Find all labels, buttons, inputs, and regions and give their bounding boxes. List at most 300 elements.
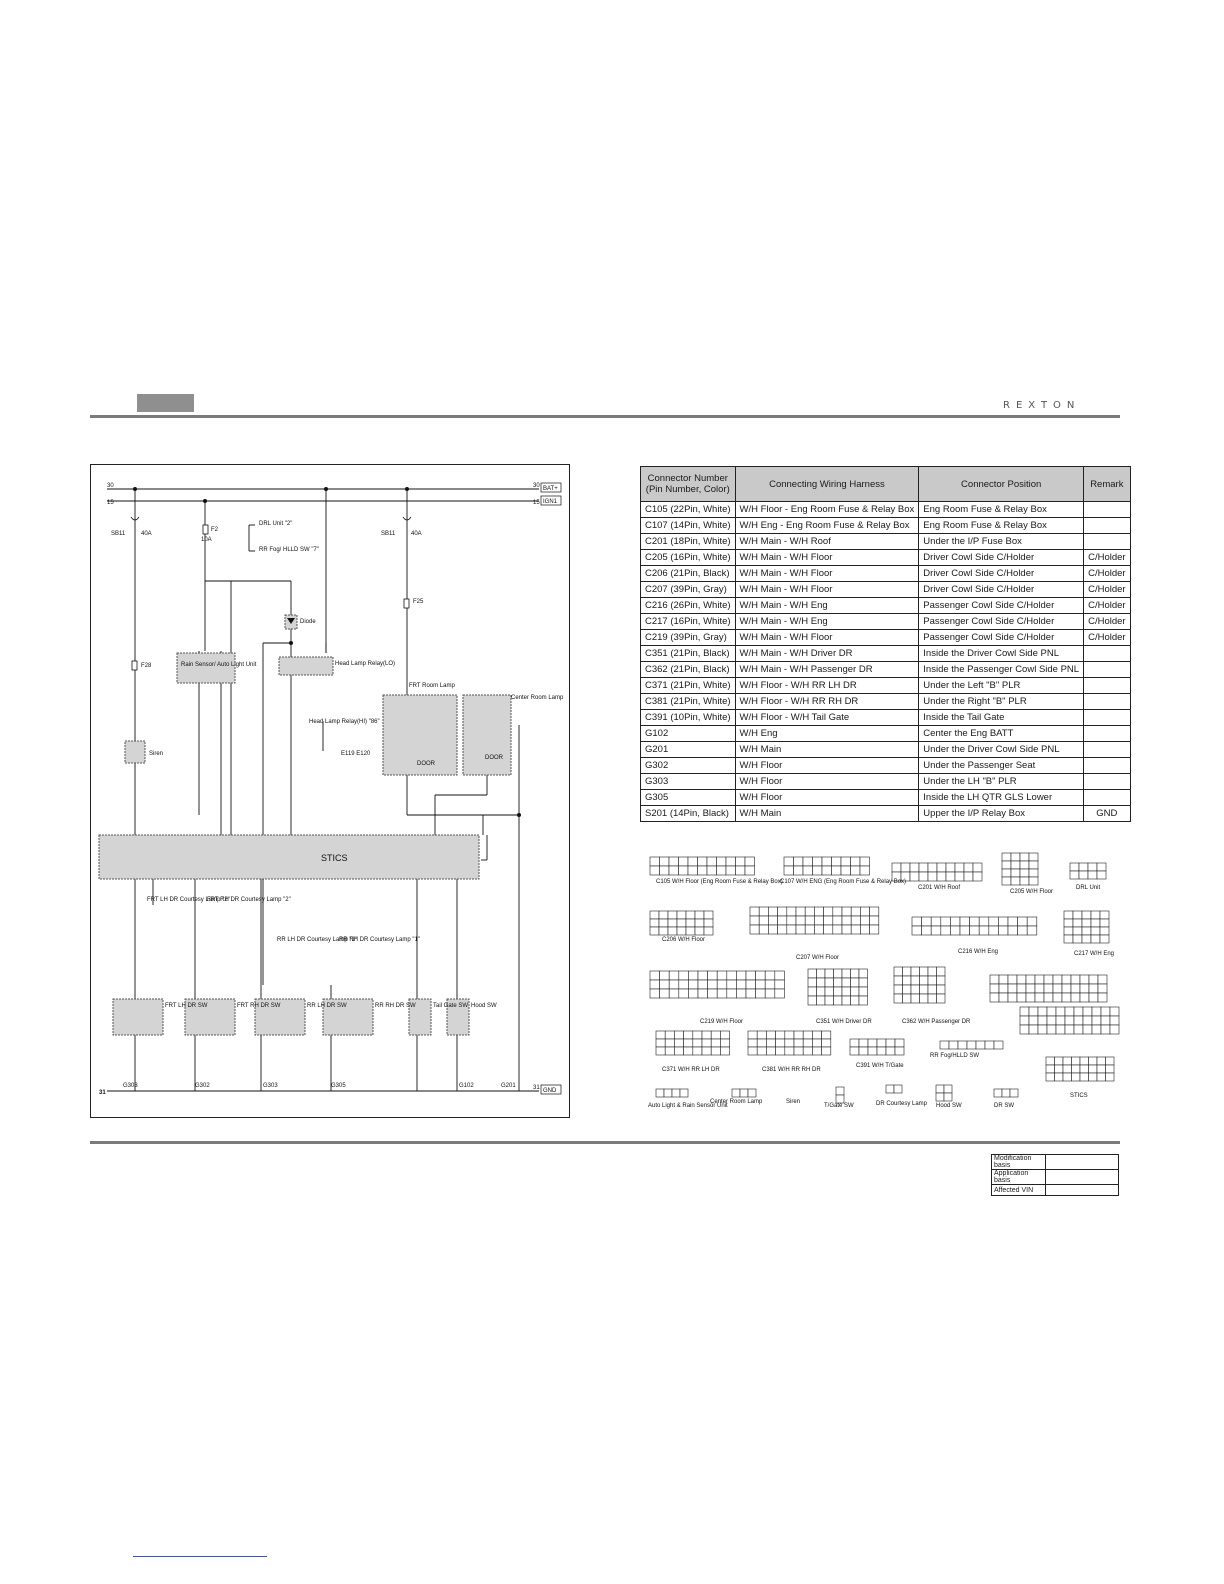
connector-pin <box>695 927 704 935</box>
connector-pin <box>824 907 833 916</box>
head-lamp-relay-lo <box>279 657 333 675</box>
connector-pin <box>796 925 805 934</box>
cv-c206: C206 W/H Floor <box>662 937 706 943</box>
connector-pin <box>785 1039 794 1047</box>
connector-pin <box>841 857 851 866</box>
connector-pin <box>1062 975 1071 984</box>
connector-pin <box>859 969 868 978</box>
connector-pin <box>1046 1073 1055 1081</box>
table-cell: W/H Main - W/H Eng <box>735 614 919 630</box>
connector-pin <box>1064 911 1073 919</box>
connector-pin <box>1056 1025 1065 1034</box>
connector-pin <box>778 916 787 925</box>
connector-pin <box>688 866 698 875</box>
connector-pin <box>1044 975 1053 984</box>
connector-pin <box>813 866 823 875</box>
connector-pin <box>1101 1016 1110 1025</box>
connector-pin <box>750 907 759 916</box>
connector-pin <box>1110 1007 1119 1016</box>
connector-pin <box>1091 927 1100 935</box>
connector-pin <box>850 1039 859 1047</box>
ign-label: IGN1 <box>543 499 558 505</box>
connector-pin <box>832 866 842 875</box>
cv-c207: C207 W/H Floor <box>796 955 840 961</box>
connector-pin <box>817 978 826 987</box>
connector-table-body <box>641 502 1131 822</box>
rain-sensor-unit <box>177 653 235 683</box>
connector-pin <box>693 1031 702 1039</box>
fuse-40a-left: 40A <box>141 531 152 537</box>
door-label-1: DOOR <box>417 761 435 767</box>
table-cell: W/H Eng <box>735 726 919 742</box>
affected-vin: Affected VIN <box>992 1185 1046 1196</box>
connector-pin <box>1073 911 1082 919</box>
connector-pin <box>1079 863 1088 871</box>
rr-rh-courtesy-label: RR RH DR Courtesy Lamp "1" <box>339 937 420 943</box>
table-cell <box>1084 502 1131 518</box>
connector-pin <box>1002 877 1011 885</box>
connector-pin <box>1064 935 1073 943</box>
connector-pin <box>1064 919 1073 927</box>
connector-pin <box>1110 1016 1119 1025</box>
connector-views <box>640 845 1120 1120</box>
connector-pin <box>656 1031 665 1039</box>
connector-pin <box>851 987 860 996</box>
connector-pin <box>704 927 713 935</box>
connector-pin <box>796 907 805 916</box>
connector-pin <box>1008 993 1017 1002</box>
drl-label: DRL Unit "2" <box>259 521 293 527</box>
table-cell: W/H Floor <box>735 774 919 790</box>
table-cell: C351 (21Pin, Black) <box>641 646 736 662</box>
connector-pin <box>766 1039 775 1047</box>
table-row <box>641 662 1131 678</box>
connector-pin <box>911 967 920 976</box>
connector-pin <box>1073 919 1082 927</box>
connector-pin <box>1047 1007 1056 1016</box>
connector-pin <box>766 1031 775 1039</box>
connector-pin <box>851 907 860 916</box>
connector-pin <box>833 925 842 934</box>
connector-pin <box>669 857 679 866</box>
connector-pin <box>1035 984 1044 993</box>
connector-pin <box>1020 1016 1029 1025</box>
connector-pin <box>704 919 713 927</box>
connector-pin <box>759 907 768 916</box>
connector-pin <box>903 994 912 1003</box>
connector-pin <box>776 1047 785 1055</box>
connector-pin <box>1055 1057 1064 1065</box>
connector-pin <box>970 917 980 926</box>
app-basis: Application basis <box>992 1170 1046 1185</box>
connector-pin <box>679 971 689 980</box>
connector-pin <box>1098 975 1107 984</box>
connector-pin <box>895 1047 904 1055</box>
cv-drl: DRL Unit <box>1076 885 1101 891</box>
bus-31-right: 31 <box>533 1085 540 1091</box>
table-row <box>641 630 1131 646</box>
connector-pin <box>822 857 832 866</box>
table-cell <box>1084 646 1131 662</box>
connector-pin <box>1063 1065 1072 1073</box>
connector-pin <box>656 1089 664 1097</box>
connector-pin <box>684 1031 693 1039</box>
header-rule <box>90 415 1120 418</box>
table-cell <box>1084 790 1131 806</box>
connector-pin <box>659 927 668 935</box>
connector-pin <box>1008 984 1017 993</box>
connector-pin <box>1065 1016 1074 1025</box>
connector-pin <box>717 971 727 980</box>
connector-pin <box>960 917 970 926</box>
cv-stics: STICS <box>1070 1093 1088 1099</box>
table-cell: W/H Main - W/H Floor <box>735 550 919 566</box>
table-cell: Inside the Tail Gate <box>919 710 1084 726</box>
connector-pin <box>1020 1007 1029 1016</box>
table-cell <box>1084 662 1131 678</box>
table-row <box>641 582 1131 598</box>
table-row <box>641 614 1131 630</box>
cv-c201: C201 W/H Roof <box>918 885 961 891</box>
connector-pin <box>1080 1065 1089 1073</box>
connector-pin <box>757 1039 766 1047</box>
connector-pin <box>660 866 670 875</box>
table-cell: Eng Room Fuse & Relay Box <box>919 502 1084 518</box>
connector-pin <box>833 907 842 916</box>
cv-c205: C205 W/H Floor <box>1010 889 1054 895</box>
connector-pin <box>668 927 677 935</box>
connector-pin <box>1080 993 1089 1002</box>
connector-pin <box>679 866 689 875</box>
table-cell <box>1084 758 1131 774</box>
table-row <box>641 598 1131 614</box>
connector-pin <box>1080 1057 1089 1065</box>
connector-pin <box>814 907 823 916</box>
table-cell: C105 (22Pin, White) <box>641 502 736 518</box>
connector-pin <box>757 1031 766 1039</box>
stics-label: STICS <box>321 853 348 863</box>
connector-pin <box>851 916 860 925</box>
connector-pin <box>698 971 708 980</box>
connector-pin <box>1100 935 1109 943</box>
connector-pin <box>812 1047 821 1055</box>
connector-pin <box>1017 975 1026 984</box>
connector-pin <box>726 866 736 875</box>
connector-pin <box>808 996 817 1005</box>
ground-3: G305 <box>331 1083 346 1089</box>
connector-pin <box>674 1039 683 1047</box>
table-cell: C205 (16Pin, White) <box>641 550 736 566</box>
frt-room-label: FRT Room Lamp <box>409 683 455 689</box>
connector-pin <box>903 976 912 985</box>
connector-pin <box>1020 877 1029 885</box>
table-cell: W/H Floor <box>735 790 919 806</box>
connector-pin <box>805 916 814 925</box>
connector-pin <box>732 1089 740 1097</box>
connector-pin <box>822 866 832 875</box>
sw-hood-label: Hood SW <box>471 1003 497 1009</box>
connector-pin <box>919 872 928 881</box>
connector-pin <box>851 925 860 934</box>
connector-pin <box>941 926 951 935</box>
connector-pin <box>950 917 960 926</box>
table-row <box>641 502 1131 518</box>
connector-pin <box>928 994 937 1003</box>
cv-tgate: T/Gate SW <box>824 1103 854 1109</box>
table-row <box>641 710 1131 726</box>
cv-c217: C217 W/H Eng <box>1074 951 1115 957</box>
connector-pin <box>659 911 668 919</box>
connector-pin <box>803 1047 812 1055</box>
connector-pin <box>1029 861 1038 869</box>
bus-15-right: 15 <box>533 500 540 506</box>
connector-pin <box>834 978 843 987</box>
connector-pin <box>894 985 903 994</box>
table-cell: C391 (10Pin, White) <box>641 710 736 726</box>
connector-pin <box>946 863 955 872</box>
connector-pin <box>674 1047 683 1055</box>
connector-pin <box>672 1089 680 1097</box>
connector-pin <box>787 916 796 925</box>
connector-pin <box>1035 993 1044 1002</box>
door-label-2: DOOR <box>485 755 503 761</box>
connector-pin <box>1101 1007 1110 1016</box>
table-cell: S201 (14Pin, Black) <box>641 806 736 822</box>
connector-pin <box>1026 984 1035 993</box>
connector-pin <box>717 989 727 998</box>
footer-rule <box>90 1141 1120 1144</box>
connector-pin <box>851 978 860 987</box>
wiring-diagram <box>90 464 570 1118</box>
connector-pin <box>824 925 833 934</box>
connector-pin <box>1044 993 1053 1002</box>
connector-pin <box>842 925 851 934</box>
connector-pin <box>851 969 860 978</box>
hl-relay-hi-label: Head Lamp Relay(HI) "86" <box>309 719 380 725</box>
diode-label: Diode <box>300 619 316 625</box>
gnd-label: GND <box>543 1088 557 1094</box>
connector-pin <box>668 911 677 919</box>
connector-pin <box>958 1041 967 1049</box>
connector-pin <box>859 996 868 1005</box>
connector-pin <box>1080 984 1089 993</box>
cv-hood: Hood SW <box>936 1103 962 1109</box>
connector-pin <box>1071 975 1080 984</box>
connector-pin <box>707 866 717 875</box>
table-cell: C381 (21Pin, White) <box>641 694 736 710</box>
connector-pin <box>726 857 736 866</box>
connector-pin <box>824 916 833 925</box>
connector-pin <box>768 907 777 916</box>
table-cell: Under the I/P Fuse Box <box>919 534 1084 550</box>
table-row <box>641 550 1131 566</box>
bus-30-label: 30 <box>107 483 114 489</box>
table-cell: C/Holder <box>1084 566 1131 582</box>
connector-pin <box>702 1039 711 1047</box>
connector-pin <box>1027 917 1037 926</box>
table-cell: C362 (21Pin, Black) <box>641 662 736 678</box>
connector-pin <box>1063 1057 1072 1065</box>
connector-pin <box>822 1039 831 1047</box>
connector-pin <box>955 863 964 872</box>
connector-pin <box>976 1041 985 1049</box>
connector-pin <box>941 917 951 926</box>
connector-pin <box>911 976 920 985</box>
ground-5: G201 <box>501 1083 516 1089</box>
table-cell: Eng Room Fuse & Relay Box <box>919 518 1084 534</box>
connector-pin <box>999 984 1008 993</box>
connector-pin <box>1029 853 1038 861</box>
connector-pin <box>1082 911 1091 919</box>
connector-pin <box>911 994 920 1003</box>
connector-pin <box>1011 861 1020 869</box>
connector-pin <box>841 866 851 875</box>
connector-pin <box>708 980 718 989</box>
siren-label: Siren <box>149 751 164 757</box>
connector-pin <box>1065 1025 1074 1034</box>
fuse-f25: F25 <box>413 599 424 605</box>
connector-pin <box>1038 1007 1047 1016</box>
table-cell: GND <box>1084 806 1131 822</box>
connector-pin <box>920 967 929 976</box>
connector-pin <box>825 987 834 996</box>
connector-pin <box>967 1041 976 1049</box>
connector-pin <box>1027 926 1037 935</box>
connector-pin <box>944 1093 952 1101</box>
table-cell: C/Holder <box>1084 550 1131 566</box>
connector-pin <box>698 989 708 998</box>
table-cell <box>1084 710 1131 726</box>
cv-auto-light: Auto Light & Rain Sensor Unit <box>648 1103 728 1109</box>
connector-pin <box>949 1041 958 1049</box>
connector-pin <box>665 1047 674 1055</box>
cv-center-room: Center Room Lamp <box>710 1099 763 1105</box>
connector-pin <box>1029 869 1038 877</box>
sw-tail-label: Tail Gate SW <box>433 1003 469 1009</box>
connector-pin <box>1065 1007 1074 1016</box>
connector-pin <box>1089 1065 1098 1073</box>
connector-pin <box>842 987 851 996</box>
connector-pin <box>1029 1025 1038 1034</box>
connector-pin <box>679 989 689 998</box>
cv-siren: Siren <box>786 1099 801 1105</box>
connector-pin <box>937 863 946 872</box>
connector-pin <box>1020 861 1029 869</box>
header-tab <box>137 394 194 412</box>
connector-pin <box>894 994 903 1003</box>
ground-0: G303 <box>123 1083 138 1089</box>
table-cell: W/H Main - W/H Eng <box>735 598 919 614</box>
connector-pin <box>1082 919 1091 927</box>
connector-pin <box>1064 927 1073 935</box>
connector-pin <box>686 927 695 935</box>
connector-pin <box>674 1031 683 1039</box>
table-cell: C107 (14Pin, White) <box>641 518 736 534</box>
table-cell <box>1084 774 1131 790</box>
connector-pin <box>894 1085 902 1093</box>
table-cell: Under the LH "B" PLR <box>919 774 1084 790</box>
connector-pin <box>1072 1057 1081 1065</box>
connector-pin <box>1018 926 1028 935</box>
connector-pin <box>660 971 670 980</box>
table-cell <box>1084 518 1131 534</box>
table-cell: W/H Main - W/H Floor <box>735 630 919 646</box>
connector-pin <box>1101 1025 1110 1034</box>
connector-pin <box>677 911 686 919</box>
col-position: Connector Position <box>919 467 1084 502</box>
connector-pin <box>922 926 932 935</box>
table-cell: C216 (26Pin, White) <box>641 598 736 614</box>
connector-pin <box>750 916 759 925</box>
connector-pin <box>746 989 756 998</box>
connector-pin <box>794 857 804 866</box>
bus-30-right: 30 <box>533 483 540 489</box>
connector-pin <box>989 926 999 935</box>
connector-pin <box>928 872 937 881</box>
connector-pin <box>1002 1089 1010 1097</box>
connector-pin <box>664 1089 672 1097</box>
connector-pin <box>1074 1025 1083 1034</box>
connector-pin <box>859 978 868 987</box>
table-row <box>641 566 1131 582</box>
connector-pin <box>817 996 826 1005</box>
connector-pin <box>1026 975 1035 984</box>
connector-pin <box>759 916 768 925</box>
connector-pin <box>1082 935 1091 943</box>
connector-pin <box>1092 1007 1101 1016</box>
connector-pin <box>778 925 787 934</box>
connector-pin <box>1097 1073 1106 1081</box>
connector-pin <box>680 1089 688 1097</box>
table-cell: W/H Floor - W/H RR LH DR <box>735 678 919 694</box>
connector-pin <box>920 985 929 994</box>
connector-pin <box>794 1031 803 1039</box>
connector-pin <box>759 925 768 934</box>
connector-pin <box>1038 1016 1047 1025</box>
connector-pin <box>1029 1007 1038 1016</box>
table-cell: G201 <box>641 742 736 758</box>
connector-pin <box>717 866 727 875</box>
table-cell: G302 <box>641 758 736 774</box>
connector-pin <box>1062 993 1071 1002</box>
connector-pin <box>1010 1089 1018 1097</box>
connector-pin <box>936 1085 944 1093</box>
connector-pin <box>833 916 842 925</box>
connector-pin <box>1055 1065 1064 1073</box>
connector-pin <box>1047 1016 1056 1025</box>
table-cell: W/H Main - W/H Floor <box>735 566 919 582</box>
connector-pin <box>1002 853 1011 861</box>
connector-pin <box>665 1031 674 1039</box>
table-cell: C/Holder <box>1084 614 1131 630</box>
table-cell: W/H Floor - W/H Tail Gate <box>735 710 919 726</box>
connector-pin <box>740 1089 748 1097</box>
connector-pin <box>745 857 755 866</box>
connector-pin <box>1091 935 1100 943</box>
connector-pin <box>886 1047 895 1055</box>
connector-pin <box>717 980 727 989</box>
connector-pin <box>979 917 989 926</box>
bat-label: BAT+ <box>543 486 558 492</box>
connector-pin <box>822 1031 831 1039</box>
connector-pin <box>1008 926 1018 935</box>
connector-pin <box>805 925 814 934</box>
connector-pin <box>708 989 718 998</box>
connector-pin <box>1008 917 1018 926</box>
connector-pin <box>1088 863 1097 871</box>
connector-pin <box>1071 993 1080 1002</box>
table-cell: C/Holder <box>1084 582 1131 598</box>
